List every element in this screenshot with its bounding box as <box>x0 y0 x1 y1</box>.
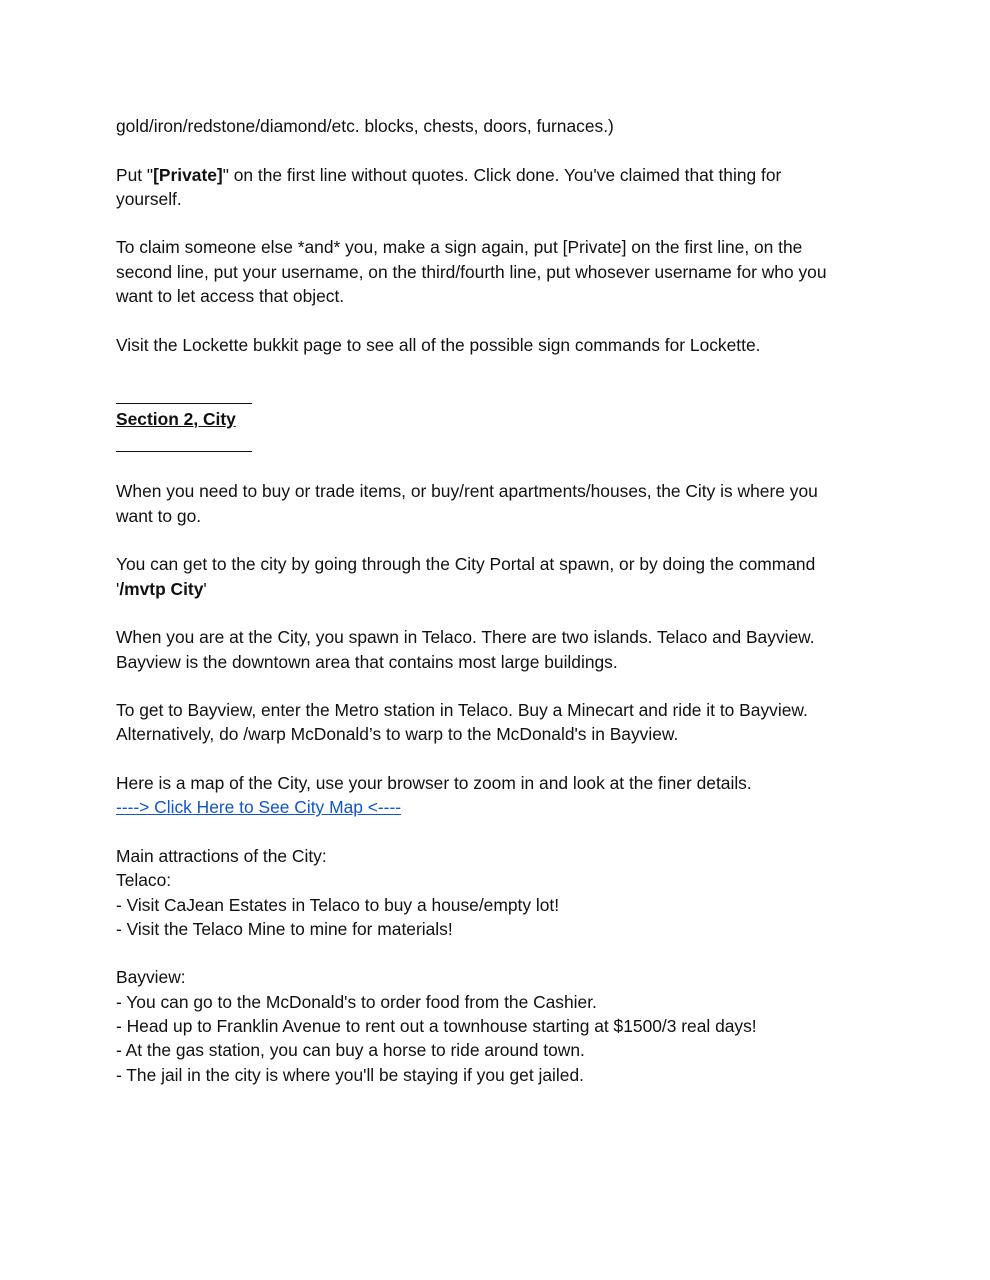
list-item: - At the gas station, you can buy a horse to ride around town. <box>116 1040 585 1061</box>
list-item: - The jail in the city is where you'll be staying if you get jailed. <box>116 1064 584 1085</box>
paragraph-claim-others: To claim someone else *and* you, make a sign again, put [Private] on the first line, on the second line, put your username, on the third/fourth line, put whosever username for who you want to let access that object. <box>116 237 832 307</box>
city-map-text: Here is a map of the City, use your browser to zoom in and look at the finer details. <box>116 773 752 794</box>
paragraph-city-intro: When you need to buy or trade items, or buy/rent apartments/houses, the City is where you want to go. <box>116 481 823 526</box>
mvtp-command: /mvtp City <box>119 578 204 599</box>
paragraph-city-map <box>116 771 846 820</box>
paragraph-private-sign <box>116 163 846 212</box>
list-item: - Visit the Telaco Mine to mine for materials! <box>116 918 453 939</box>
private-text-pre: Put " <box>116 164 154 185</box>
private-keyword: [Private] <box>153 164 223 185</box>
divider-line <box>116 403 252 404</box>
paragraph-bayview-travel: To get to Bayview, enter the Metro station in Telaco. Buy a Minecart and ride it to Bayview. Alternatively, do /warp McDonald’s to warp to the McDonald's in Bayview. <box>116 700 812 745</box>
city-map-link[interactable]: ----> Click Here to See City Map <---- <box>116 797 402 818</box>
bayview-label: Bayview: <box>116 967 186 988</box>
city-access-text: You can get to the city by going through the City Portal at spawn, or by doing the command <box>116 554 816 575</box>
list-item: - You can go to the McDonald's to order food from the Cashier. <box>116 991 597 1012</box>
attractions-heading: Main attractions of the City: <box>116 845 327 866</box>
divider-line <box>116 451 252 452</box>
document-page <box>116 114 846 1087</box>
paragraph-city-access <box>116 552 846 601</box>
section-divider-bottom <box>116 431 252 455</box>
attractions-telaco-block <box>116 844 846 941</box>
attractions-bayview-block <box>116 965 846 1086</box>
private-text-post: " on the first line without quotes. Click done. You've claimed that thing for yourself. <box>116 164 787 209</box>
section-divider-top <box>116 382 252 406</box>
paragraph-lockable-items: gold/iron/redstone/diamond/etc. blocks, chests, doors, furnaces.) <box>116 116 614 136</box>
list-item: - Head up to Franklin Avenue to rent out a townhouse starting at $1500/3 real days! <box>116 1015 757 1036</box>
command-quote-close: ' <box>203 578 207 599</box>
section-heading-city: Section 2, City <box>116 408 236 429</box>
list-item: - Visit CaJean Estates in Telaco to buy a house/empty lot! <box>116 894 560 915</box>
telaco-label: Telaco: <box>116 870 172 891</box>
command-quote-open: ' <box>116 578 120 599</box>
paragraph-lockette-page: Visit the Lockette bukkit page to see all of the possible sign commands for Lockette. <box>116 334 761 355</box>
paragraph-spawn-info: When you are at the City, you spawn in Telaco. There are two islands. Telaco and Bayview. Bayview is the downtown area that contains most large buildings. <box>116 627 820 672</box>
